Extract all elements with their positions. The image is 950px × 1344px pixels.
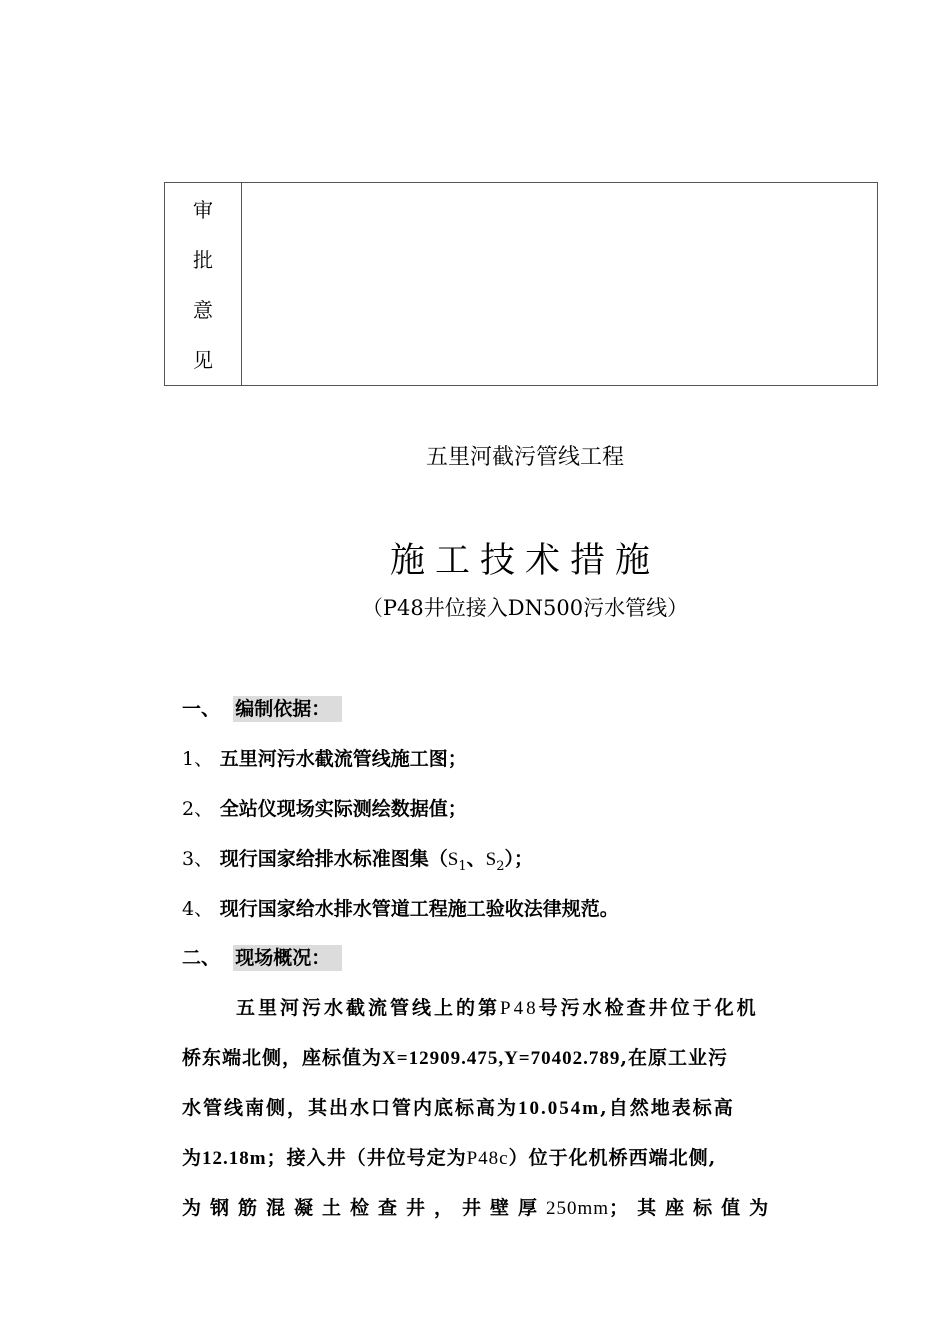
- list-item-text: 现行国家给水排水管道工程施工验收法律规范。: [219, 898, 619, 920]
- list-item-num: 2、: [182, 798, 214, 820]
- approval-label-char: 审: [193, 198, 213, 222]
- text-run: 桥东端北侧，座标值为: [182, 1047, 383, 1069]
- section1-heading: [182, 694, 342, 721]
- text-run: ；接入井（井位号定为: [266, 1147, 467, 1169]
- well-id: P48c: [466, 1148, 509, 1169]
- approval-content-cell: [242, 183, 878, 386]
- paragraph-line: [182, 1193, 872, 1220]
- paragraph-line: [182, 1143, 872, 1170]
- section1-title: 编制依据：: [233, 696, 342, 722]
- paragraph-line: [236, 993, 872, 1020]
- text-run: 为钢筋混凝土检查井，井壁厚: [182, 1197, 547, 1219]
- list-item-text-end: ）；: [504, 848, 533, 870]
- standard-s1: S: [447, 849, 459, 870]
- standard-s2-sub: 2: [496, 858, 505, 874]
- separator: 、: [466, 848, 486, 870]
- list-item: [182, 844, 533, 874]
- text-run: 水管线南侧，其出水口管内底标高为: [182, 1097, 519, 1119]
- list-item-text: 现行国家给排水标准图集（: [219, 848, 448, 870]
- approval-label-cell: [165, 183, 242, 386]
- subtitle: （P48井位接入DN500污水管线）: [361, 596, 689, 620]
- standard-s1-sub: 1: [458, 858, 467, 874]
- section1-num: 一、: [182, 698, 221, 720]
- paragraph-line: [182, 1093, 872, 1120]
- list-item-num: 4、: [182, 898, 214, 920]
- list-item-text: 全站仪现场实际测绘数据值；: [219, 798, 467, 820]
- elevation-value: 10.054m: [518, 1098, 601, 1119]
- coordinate-value: X=12909.475,Y=70402.789: [382, 1048, 621, 1069]
- approval-label-char: 批: [193, 248, 213, 272]
- section2-num: 二、: [182, 947, 221, 969]
- text-run: 为: [182, 1147, 203, 1169]
- list-item-text: 五里河污水截流管线施工图；: [219, 748, 467, 770]
- list-item: [182, 744, 467, 771]
- approval-label-char: 意: [193, 298, 213, 322]
- list-item: [182, 894, 619, 921]
- project-title: 五里河截污管线工程: [425, 445, 624, 470]
- text-run: ）位于化机桥西端北侧,: [508, 1147, 717, 1169]
- section2-heading: [182, 943, 342, 970]
- list-item-num: 3、: [182, 848, 214, 870]
- wall-thickness-value: 250mm: [546, 1198, 610, 1219]
- list-item: [182, 794, 467, 821]
- main-title: 施工技术措施: [389, 541, 660, 581]
- well-id: P48: [500, 998, 539, 1019]
- ground-elevation-value: 12.18m: [202, 1148, 267, 1169]
- text-run: 号污水检查井位于化机: [538, 997, 759, 1019]
- text-run: 五里河污水截流管线上的第: [236, 997, 501, 1019]
- approval-table: [164, 182, 878, 386]
- approval-label-char: 见: [193, 348, 213, 372]
- text-run: ；其座标值为: [609, 1197, 778, 1219]
- text-run: ,在原工业污: [620, 1047, 728, 1069]
- paragraph-line: [182, 1043, 872, 1070]
- standard-s2: S: [485, 849, 497, 870]
- list-item-num: 1、: [182, 748, 214, 770]
- section2-title: 现场概况：: [233, 945, 342, 971]
- text-run: ,自然地表标高: [600, 1097, 735, 1119]
